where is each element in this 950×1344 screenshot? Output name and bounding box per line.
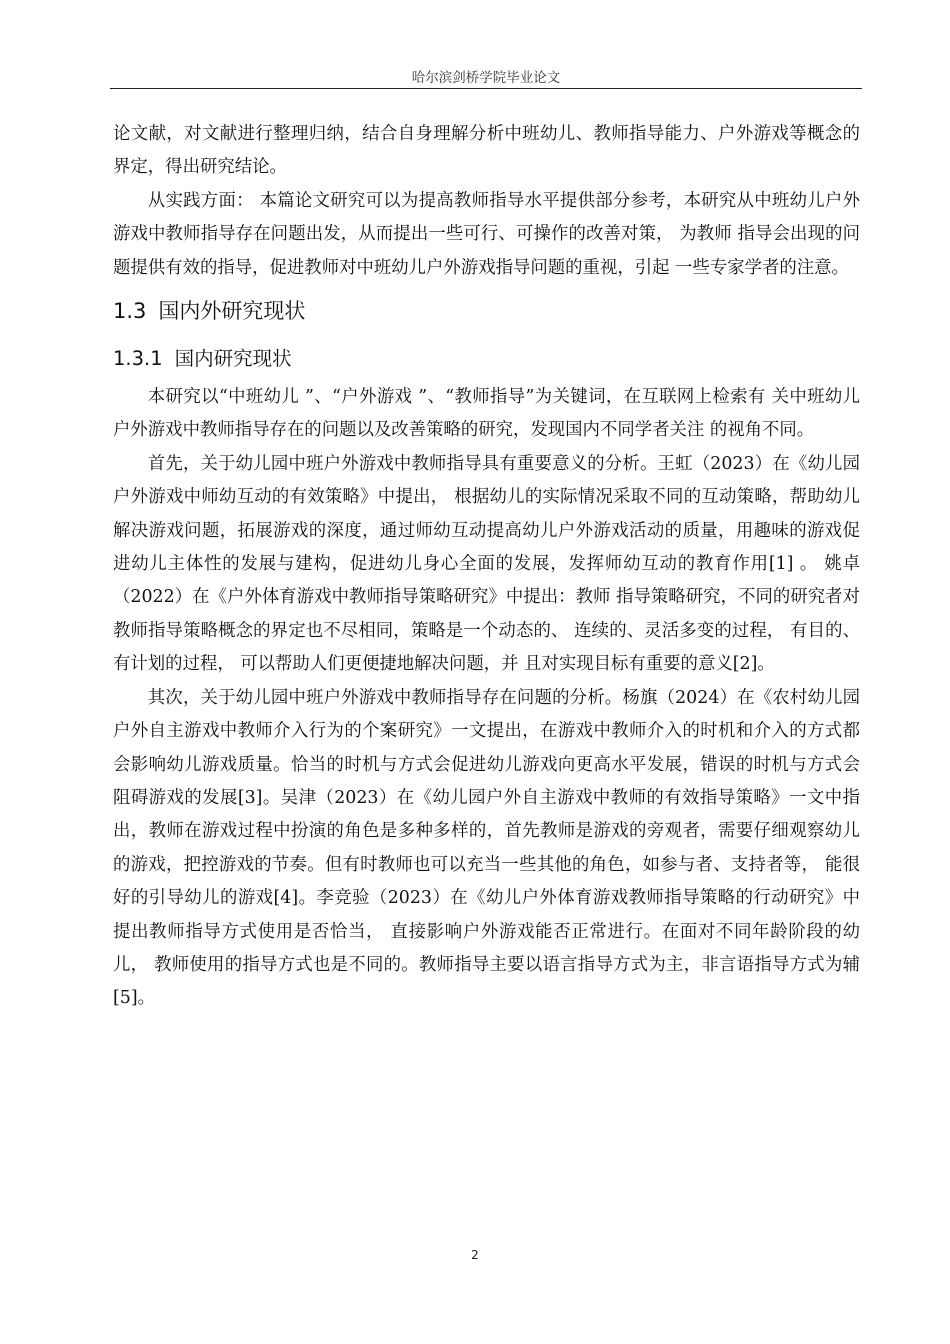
subsection-number: 1.3.1 <box>113 347 163 371</box>
paragraph: 其次，关于幼儿园中班户外游戏中教师指导存在问题的分析。杨旗（2024）在《农村幼儿园户外自主游戏中教师介入行为的个案研究》一文提出，在游戏中教师介入的时机和介入的方式都会影响幼儿游戏质量。恰当的时机与方式会促进幼儿游戏向更高水平发展，错误的时机与方式会阻碍游戏的发展[3]。吴津（2023）在《幼儿园户外自主游戏中教师的有效指导策略》一文中指出，教师在游戏过程中扮演的角色是多种多样的，首先教师是游戏的旁观者，需要仔细观察幼儿的游戏，把控游戏的节奏。但有时教师也可以充当一些其他的角色，如参与者、支持者等， 能很好的引导幼儿的游戏[4]。李竞验（2023）在《幼儿户外体育游戏教师指导策略的行动研究》中提出教师指导方式使用是否恰当， 直接影响户外游戏能否正常进行。在面对不同年龄阶段的幼儿， 教师使用的指导方式也是不同的。教师指导主要以语言指导方式为主，非言语指导方式为辅[5]。 <box>113 687 860 1009</box>
section-title: 国内外研究现状 <box>158 299 306 324</box>
section-number: 1.3 <box>113 299 147 324</box>
paragraph: 首先，关于幼儿园中班户外游戏中教师指导具有重要意义的分析。王虹（2023）在《幼儿园户外游戏中师幼互动的有效策略》中提出， 根据幼儿的实际情况采取不同的互动策略，帮助幼儿解决游戏问题，拓展游戏的深度，通过师幼互动提高幼儿户外游戏活动的质量，用趣味的游戏促进幼儿主体性的发展与建构，促进幼儿身心全面的发展，发挥师幼互动的教育作用[1] 。 姚卓（2022）在《户外体育游戏中教师指导策略研究》中提出：教师 指导策略研究，不同的研究者对教师指导策略概念的界定也不尽相同，策略是一个动态的、 连续的、灵活多变的过程， 有目的、有计划的过程， 可以帮助人们更便捷地解决问题，并 且对实现目标有重要的意义[2]。 <box>113 453 860 675</box>
running-header: 哈尔滨剑桥学院毕业论文 <box>411 70 561 86</box>
subsection-title: 国内研究现状 <box>174 347 292 371</box>
paragraph: 从实践方面： 本篇论文研究可以为提高教师指导水平提供部分参考，本研究从中班幼儿户外游戏中教师指导存在问题出发，从而提出一些可行、可操作的改善对策， 为教师 指导会出现的问题提供有效的指导，促进教师对中班幼儿户外游戏指导问题的重视，引起 一些专家学者的注意。 <box>113 190 860 278</box>
document-body <box>113 118 860 1016</box>
header-divider <box>110 88 862 89</box>
paragraph: 论文献，对文献进行整理归纳，结合自身理解分析中班幼儿、教师指导能力、户外游戏等概念的界定，得出研究结论。 <box>113 124 860 178</box>
paragraph: 本研究以“中班幼儿 ”、“户外游戏 ”、“教师指导”为关键词，在互联网上检索有 关中班幼儿户外游戏中教师指导存在的问题以及改善策略的研究，发现国内不同学者关注 的视角不同。 <box>113 387 860 441</box>
page-number: 2 <box>471 1248 479 1262</box>
subsection-heading <box>113 337 860 381</box>
section-heading <box>113 289 860 333</box>
